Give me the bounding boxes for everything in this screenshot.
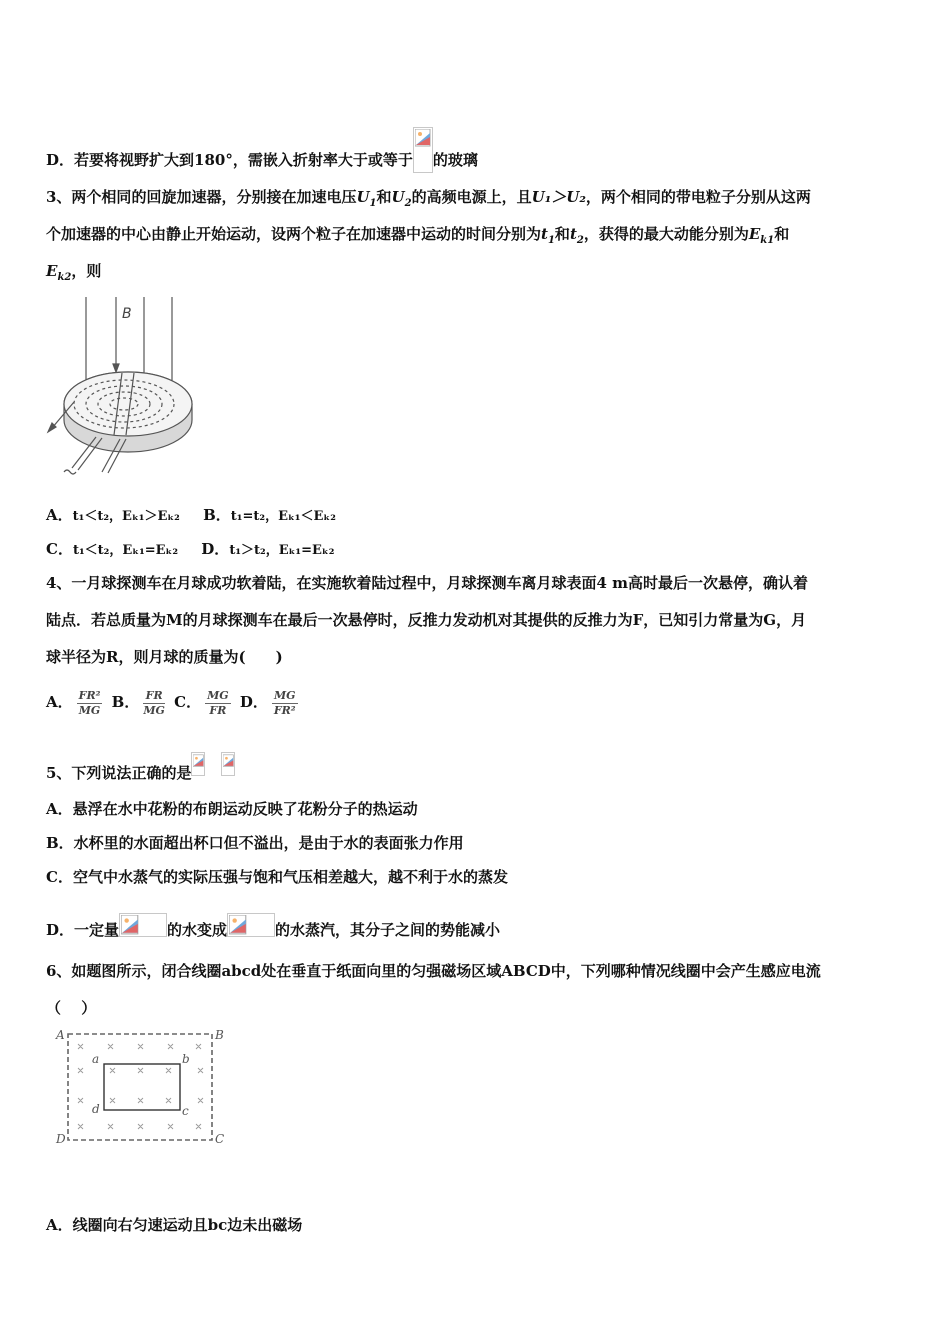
q3-stem-text: ，两个相同的带电粒子分别从这两: [585, 188, 811, 206]
field-region-abcd: [68, 1034, 212, 1140]
q4-option-c-label: C．: [174, 693, 202, 711]
q5-option-d-text: 的水变成: [167, 921, 228, 939]
q2-option-d-text-before: 若要将视野扩大到180°，需嵌入折射率大于或等于: [74, 151, 413, 169]
var-t1: $t_1$: [541, 225, 555, 246]
q4-options: [46, 684, 302, 720]
q3-stem-text: ，则: [71, 262, 102, 280]
q3-stem-line-3: [46, 261, 101, 288]
q2-option-d-text-after: 的玻璃: [432, 151, 478, 169]
var-u1-gt-u2: U₁＞U₂: [531, 188, 586, 206]
var-t2: $t_2$: [569, 225, 584, 246]
var-u2: $U_2$: [391, 188, 412, 209]
broken-image-icon: [227, 913, 275, 937]
q6-option-a: A．线圈向右匀速运动且bc边未出磁场: [46, 1216, 303, 1234]
q3-stem-text: 个加速器的中心由静止开始运动，设两个粒子在加速器中运动的时间分别为: [46, 225, 542, 243]
q4-option-d-fraction: $\frac{MG}{\text{FR²}}$: [273, 688, 296, 717]
q5-option-a: A．悬浮在水中花粉的布朗运动反映了花粉分子的热运动: [46, 800, 418, 818]
q3-option-d-label: D．: [201, 540, 230, 558]
q3-option-c-label: C．: [46, 540, 73, 558]
corner-label-a-upper: A: [56, 1028, 65, 1042]
q3-options-row-2: [46, 539, 334, 561]
q3-option-c-text: t₁＜t₂，Eₖ₁=Eₖ₂: [72, 543, 179, 558]
q3-stem-line-2: [46, 224, 789, 251]
q3-stem-line-1: [46, 187, 811, 214]
corner-label-d-upper: D: [56, 1132, 66, 1146]
magnetic-field-diagram: [54, 1026, 229, 1150]
corner-label-a-lower: a: [92, 1052, 100, 1066]
q3-stem-text: 和: [554, 225, 570, 243]
q3-option-b-text: t₁=t₂，Eₖ₁＜Eₖ₂: [230, 509, 336, 524]
q6-stem-line-1: 6、如题图所示，闭合线圈abcd处在垂直于纸面向里的匀强磁场区域ABCD中，下列哪种情况线圈中会产生感应电流: [46, 962, 821, 980]
q3-option-a-text: t₁＜t₂，Eₖ₁＞Eₖ₂: [72, 509, 180, 524]
q3-option-a-label: A．: [46, 506, 73, 524]
q5-option-d-text: D．一定量: [46, 921, 120, 939]
broken-image-icon: [119, 913, 167, 937]
corner-label-c-upper: C: [215, 1132, 225, 1146]
corner-label-b-upper: B: [215, 1028, 224, 1042]
q3-options-row-1: [46, 505, 336, 527]
broken-image-icon: [413, 127, 433, 173]
q5-stem-text: 5、下列说法正确的是: [46, 764, 192, 782]
q3-stem-text: 和: [376, 188, 392, 206]
broken-image-icon: [191, 752, 205, 776]
q5-option-d-text: 的水蒸汽，其分子之间的势能减小: [275, 921, 501, 939]
q5-stem: [46, 752, 235, 783]
cyclotron-figure: [44, 292, 204, 482]
q4-option-b-fraction: $\frac{FR}{MG}$: [143, 688, 165, 717]
b-field-label: B: [122, 306, 132, 322]
corner-label-c-lower: c: [182, 1104, 189, 1118]
corner-label-d-lower: d: [92, 1102, 100, 1116]
q4-stem-line-1: 4、一月球探测车在月球成功软着陆，在实施软着陆过程中，月球探测车离月球表面4 m高时最后一次悬停，确认着: [46, 574, 808, 592]
coil-field-figure: [54, 1026, 229, 1154]
q3-stem-text: ，获得的最大动能分别为: [583, 225, 749, 243]
q5-option-d: [46, 913, 500, 940]
var-ek1: $E_{k1}$: [748, 225, 775, 246]
q6-stem-line-2: （ ）: [46, 999, 97, 1017]
var-ek2: $E_{k2}$: [46, 262, 72, 283]
q4-stem-line-2: 陆点．若总质量为M的月球探测车在最后一次悬停时，反推力发动机对其提供的反推力为F，已知引力常量为G，月: [46, 611, 807, 629]
q3-stem-text: 3、两个相同的回旋加速器，分别接在加速电压: [46, 188, 357, 206]
q5-option-b: B．水杯里的水面超出杯口但不溢出，是由于水的表面张力作用: [46, 834, 464, 852]
q2-option-d: [46, 127, 478, 173]
q4-option-d-label: D．: [239, 693, 268, 711]
q4-option-a-label: A．: [46, 693, 73, 711]
q4-stem-line-3: 球半径为R，则月球的质量为( ): [46, 648, 283, 666]
q3-stem-text: 的高频电源上，且: [411, 188, 532, 206]
q4-option-c-fraction: $\frac{MG}{FR}$: [207, 688, 229, 717]
q3-option-d-text: t₁＞t₂，Eₖ₁=Eₖ₂: [229, 543, 335, 558]
q3-stem-text: 和: [774, 225, 790, 243]
q3-option-b-label: B．: [203, 506, 231, 524]
broken-image-icon: [221, 752, 235, 776]
q2-option-d-label: D．: [46, 151, 75, 169]
q5-option-c: C．空气中水蒸气的实际压强与饱和气压相差越大，越不利于水的蒸发: [46, 868, 508, 886]
corner-label-b-lower: b: [182, 1052, 190, 1066]
var-u1: $U_1$: [356, 188, 377, 209]
q4-option-b-label: B．: [111, 693, 140, 711]
q4-option-a-fraction: $\frac{\text{FR²}}{MG}$: [78, 688, 101, 717]
